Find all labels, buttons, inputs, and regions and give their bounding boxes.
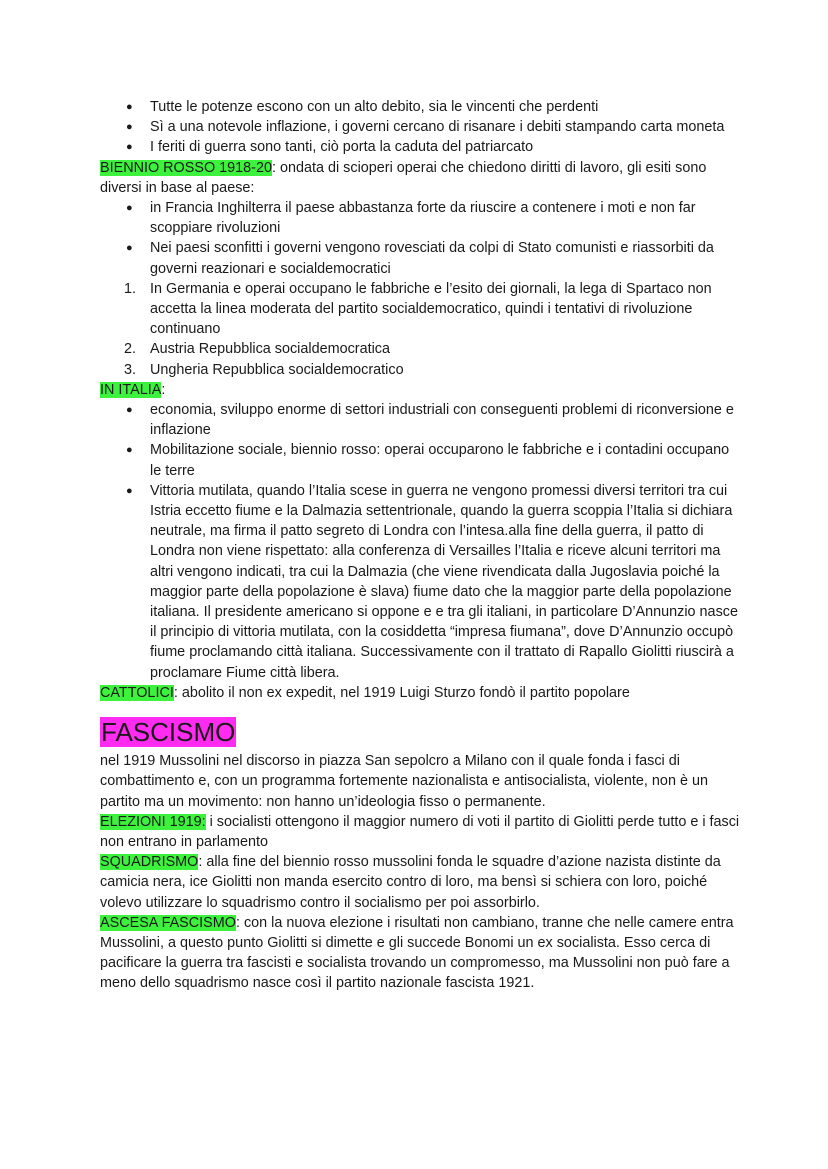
item-text: In Germania e operai occupano le fabbriche e l’esito dei giornali, la lega di Spartaco non accetta la linea moderata del partito socialdemocratico, quindi i tentativi di rivoluzione continuano <box>150 280 712 338</box>
biennio-paragraph <box>100 158 740 198</box>
bullet-list-italia <box>100 400 740 683</box>
bullet-list-biennio <box>100 198 740 279</box>
italia-text: : <box>161 381 166 398</box>
list-item: ● Sì a una notevole inflazione, i governi cercano di risanare i debiti stampando carta moneta <box>100 117 740 137</box>
cattolici-heading: CATTOLICI <box>100 684 174 701</box>
squadrismo-heading: SQUADRISMO <box>100 854 199 871</box>
item-number: 1. <box>124 280 137 297</box>
squadrismo-paragraph <box>100 852 740 913</box>
item-number: 3. <box>124 361 137 378</box>
italia-paragraph <box>100 380 740 400</box>
document-body <box>100 97 740 994</box>
fascismo-title-text: FASCISMO <box>101 717 236 748</box>
elezioni-paragraph <box>100 812 740 852</box>
fascismo-title <box>100 715 740 749</box>
list-item: ● economia, sviluppo enorme di settori industriali con conseguenti problemi di riconversione e inflazione <box>100 400 740 440</box>
item-text: Ungheria Repubblica socialdemocratico <box>150 361 404 378</box>
squadrismo-text: : alla fine del biennio rosso mussolini fonda le squadre d’azione nazista distinte da camicia nera, ice Giolitti non manda esercito contro di loro, ma bensì si schiera con loro, poiché volevo utilizzare lo squadrismo contro il socialismo per poi assorbirlo. <box>100 854 721 911</box>
biennio-text: : ondata di scioperi operai che chiedono diritti di lavoro, gli esiti sono diversi in base al paese: <box>100 159 707 196</box>
numbered-item <box>100 360 740 380</box>
list-item: ● Mobilitazione sociale, biennio rosso: operai occuparono le fabbriche e i contadini occupano le terre <box>100 440 740 480</box>
ascesa-text: : con la nuova elezione i risultati non cambiano, tranne che nelle camere entra Mussolini, a questo punto Giolitti si dimette e gli succede Bonomi un ex socialista. Esso cerca di pacificare la guerra tra fascisti e socialista trovando un compromesso, ma Mussolini non può fare a meno dello squadrismo nasce così il partito nazionale fascista 1921. <box>100 914 734 992</box>
item-number: 2. <box>124 341 137 358</box>
italia-heading: IN ITALIA <box>100 381 162 398</box>
item-text: Austria Repubblica socialdemocratica <box>150 341 390 358</box>
numbered-list-countries <box>100 279 740 380</box>
bullet-list-postwar <box>100 97 740 158</box>
cattolici-text: : abolito il non ex expedit, nel 1919 Luigi Sturzo fondò il partito popolare <box>173 684 630 701</box>
list-item: ● Nei paesi sconfitti i governi vengono rovesciati da colpi di Stato comunisti e riassorbiti da governi reazionari e socialdemocratici <box>100 238 740 278</box>
list-item: ● I feriti di guerra sono tanti, ciò porta la caduta del patriarcato <box>100 137 740 157</box>
list-item: ● Vittoria mutilata, quando l’Italia scese in guerra ne vengono promessi diversi territori tra cui Istria eccetto fiume e la Dalmazia settentrionale, quando la guerra scoppia l’Italia si dichiara neutrale, ma firma il patto segreto di Londra con l’intesa.alla fine della guerra, il patto di Londra non viene rispettato: alla conferenza di Versailles l’Italia e riceve alcuni territori ma altri vengono indicati, tra cui la Dalmazia (che viene rivendicata dalla Jugoslavia poiché la maggior parte della popolazione è slava) fiume dato che la maggior parte della popolazione italiana. Il presidente americano si oppone e e tra gli italiani, in particolare D’Annunzio nasce il principio di vittoria mutilata, con la cosiddetta “impresa fiumana”, dove D’Annunzio occupò fiume proclamando città italiana. Successivamente con il trattato di Rapallo Giolitti riuscirà a proclamare Fiume città libera. <box>100 481 740 683</box>
numbered-item <box>100 279 740 340</box>
cattolici-paragraph <box>100 683 740 703</box>
numbered-item <box>100 339 740 359</box>
list-item: ● in Francia Inghilterra il paese abbastanza forte da riuscire a contenere i moti e non far scoppiare rivoluzioni <box>100 198 740 238</box>
elezioni-text: i socialisti ottengono il maggior numero di voti il partito di Giolitti perde tutto e i fasci non entrano in parlamento <box>100 813 740 850</box>
ascesa-heading: ASCESA FASCISMO <box>100 914 236 931</box>
list-item: ● Tutte le potenze escono con un alto debito, sia le vincenti che perdenti <box>100 97 740 117</box>
ascesa-paragraph <box>100 913 740 994</box>
fascismo-intro: nel 1919 Mussolini nel discorso in piazza San sepolcro a Milano con il quale fonda i fasci di combattimento e, con un programma fortemente nazionalista e antisocialista, violente, non è un partito ma un movimento: non hanno un’ideologia fisso o permanente. <box>100 753 708 810</box>
biennio-heading: BIENNIO ROSSO 1918-20 <box>100 159 272 176</box>
elezioni-heading: ELEZIONI 1919: <box>100 813 206 830</box>
